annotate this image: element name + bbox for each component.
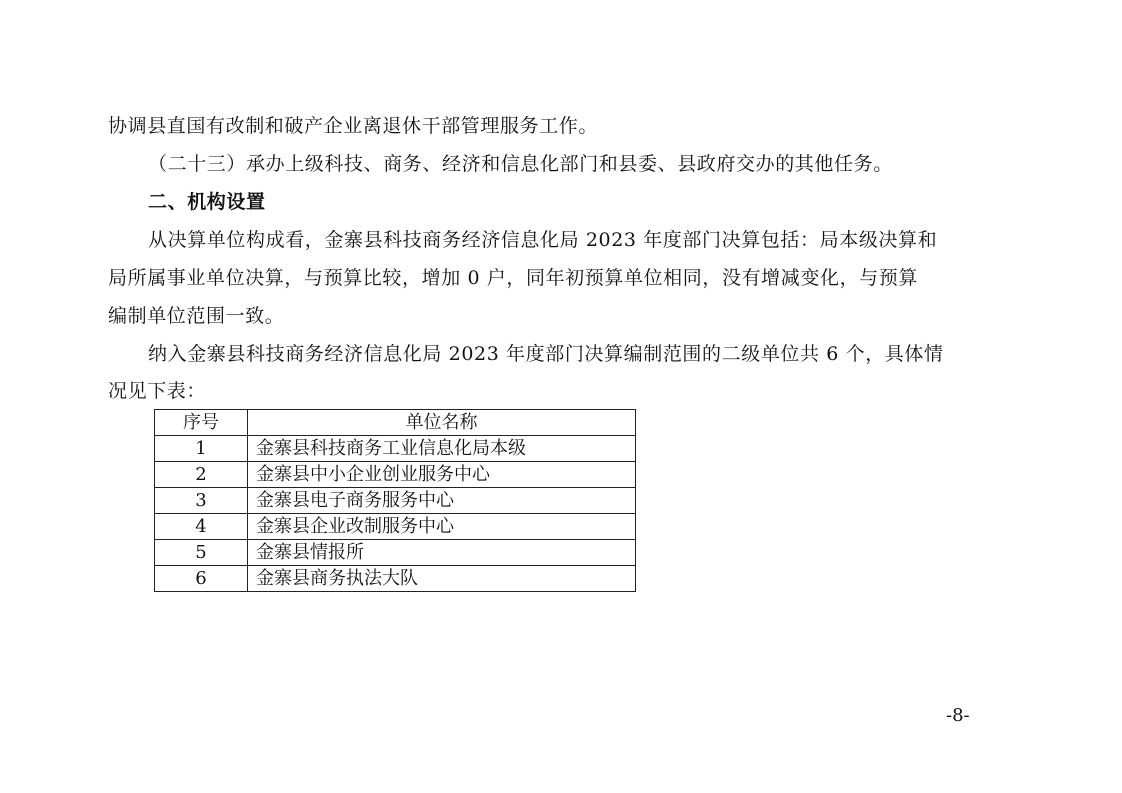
table-header-row: [155, 410, 636, 436]
unit-name: 金寨县电子商务服务中心: [248, 488, 636, 514]
section-heading: 二、机构设置: [148, 191, 266, 213]
paragraph-line: 从决算单位构成看，金寨县科技商务经济信息化局 2023 年度部门决算包括：局本级决算和: [148, 229, 938, 251]
row-number: 4: [155, 514, 248, 540]
unit-name: 金寨县情报所: [248, 540, 636, 566]
row-number: 1: [155, 436, 248, 462]
table-row: [155, 436, 636, 462]
table-row: [155, 488, 636, 514]
unit-name: 金寨县企业改制服务中心: [248, 514, 636, 540]
units-table: [154, 409, 636, 592]
table-row: [155, 514, 636, 540]
page-number: -8-: [946, 705, 970, 726]
paragraph-line: 纳入金寨县科技商务经济信息化局 2023 年度部门决算编制范围的二级单位共 6 个，具体情: [148, 343, 944, 365]
paragraph-line: 局所属事业单位决算，与预算比较，增加 0 户，同年初预算单位相同，没有增减变化，与预算: [108, 267, 918, 289]
paragraph-line: （二十三）承办上级科技、商务、经济和信息化部门和县委、县政府交办的其他任务。: [148, 153, 893, 175]
row-number: 2: [155, 462, 248, 488]
unit-name: 金寨县商务执法大队: [248, 566, 636, 592]
column-header-number: 序号: [155, 410, 248, 436]
unit-name: 金寨县中小企业创业服务中心: [248, 462, 636, 488]
row-number: 6: [155, 566, 248, 592]
paragraph-line: 协调县直国有改制和破产企业离退休干部管理服务工作。: [108, 115, 599, 137]
table-row: [155, 462, 636, 488]
row-number: 5: [155, 540, 248, 566]
row-number: 3: [155, 488, 248, 514]
table-row: [155, 566, 636, 592]
unit-name: 金寨县科技商务工业信息化局本级: [248, 436, 636, 462]
paragraph-line: 编制单位范围一致。: [108, 305, 285, 327]
paragraph-line: 况见下表：: [108, 380, 207, 402]
table-row: [155, 540, 636, 566]
column-header-unit-name: 单位名称: [248, 410, 636, 436]
